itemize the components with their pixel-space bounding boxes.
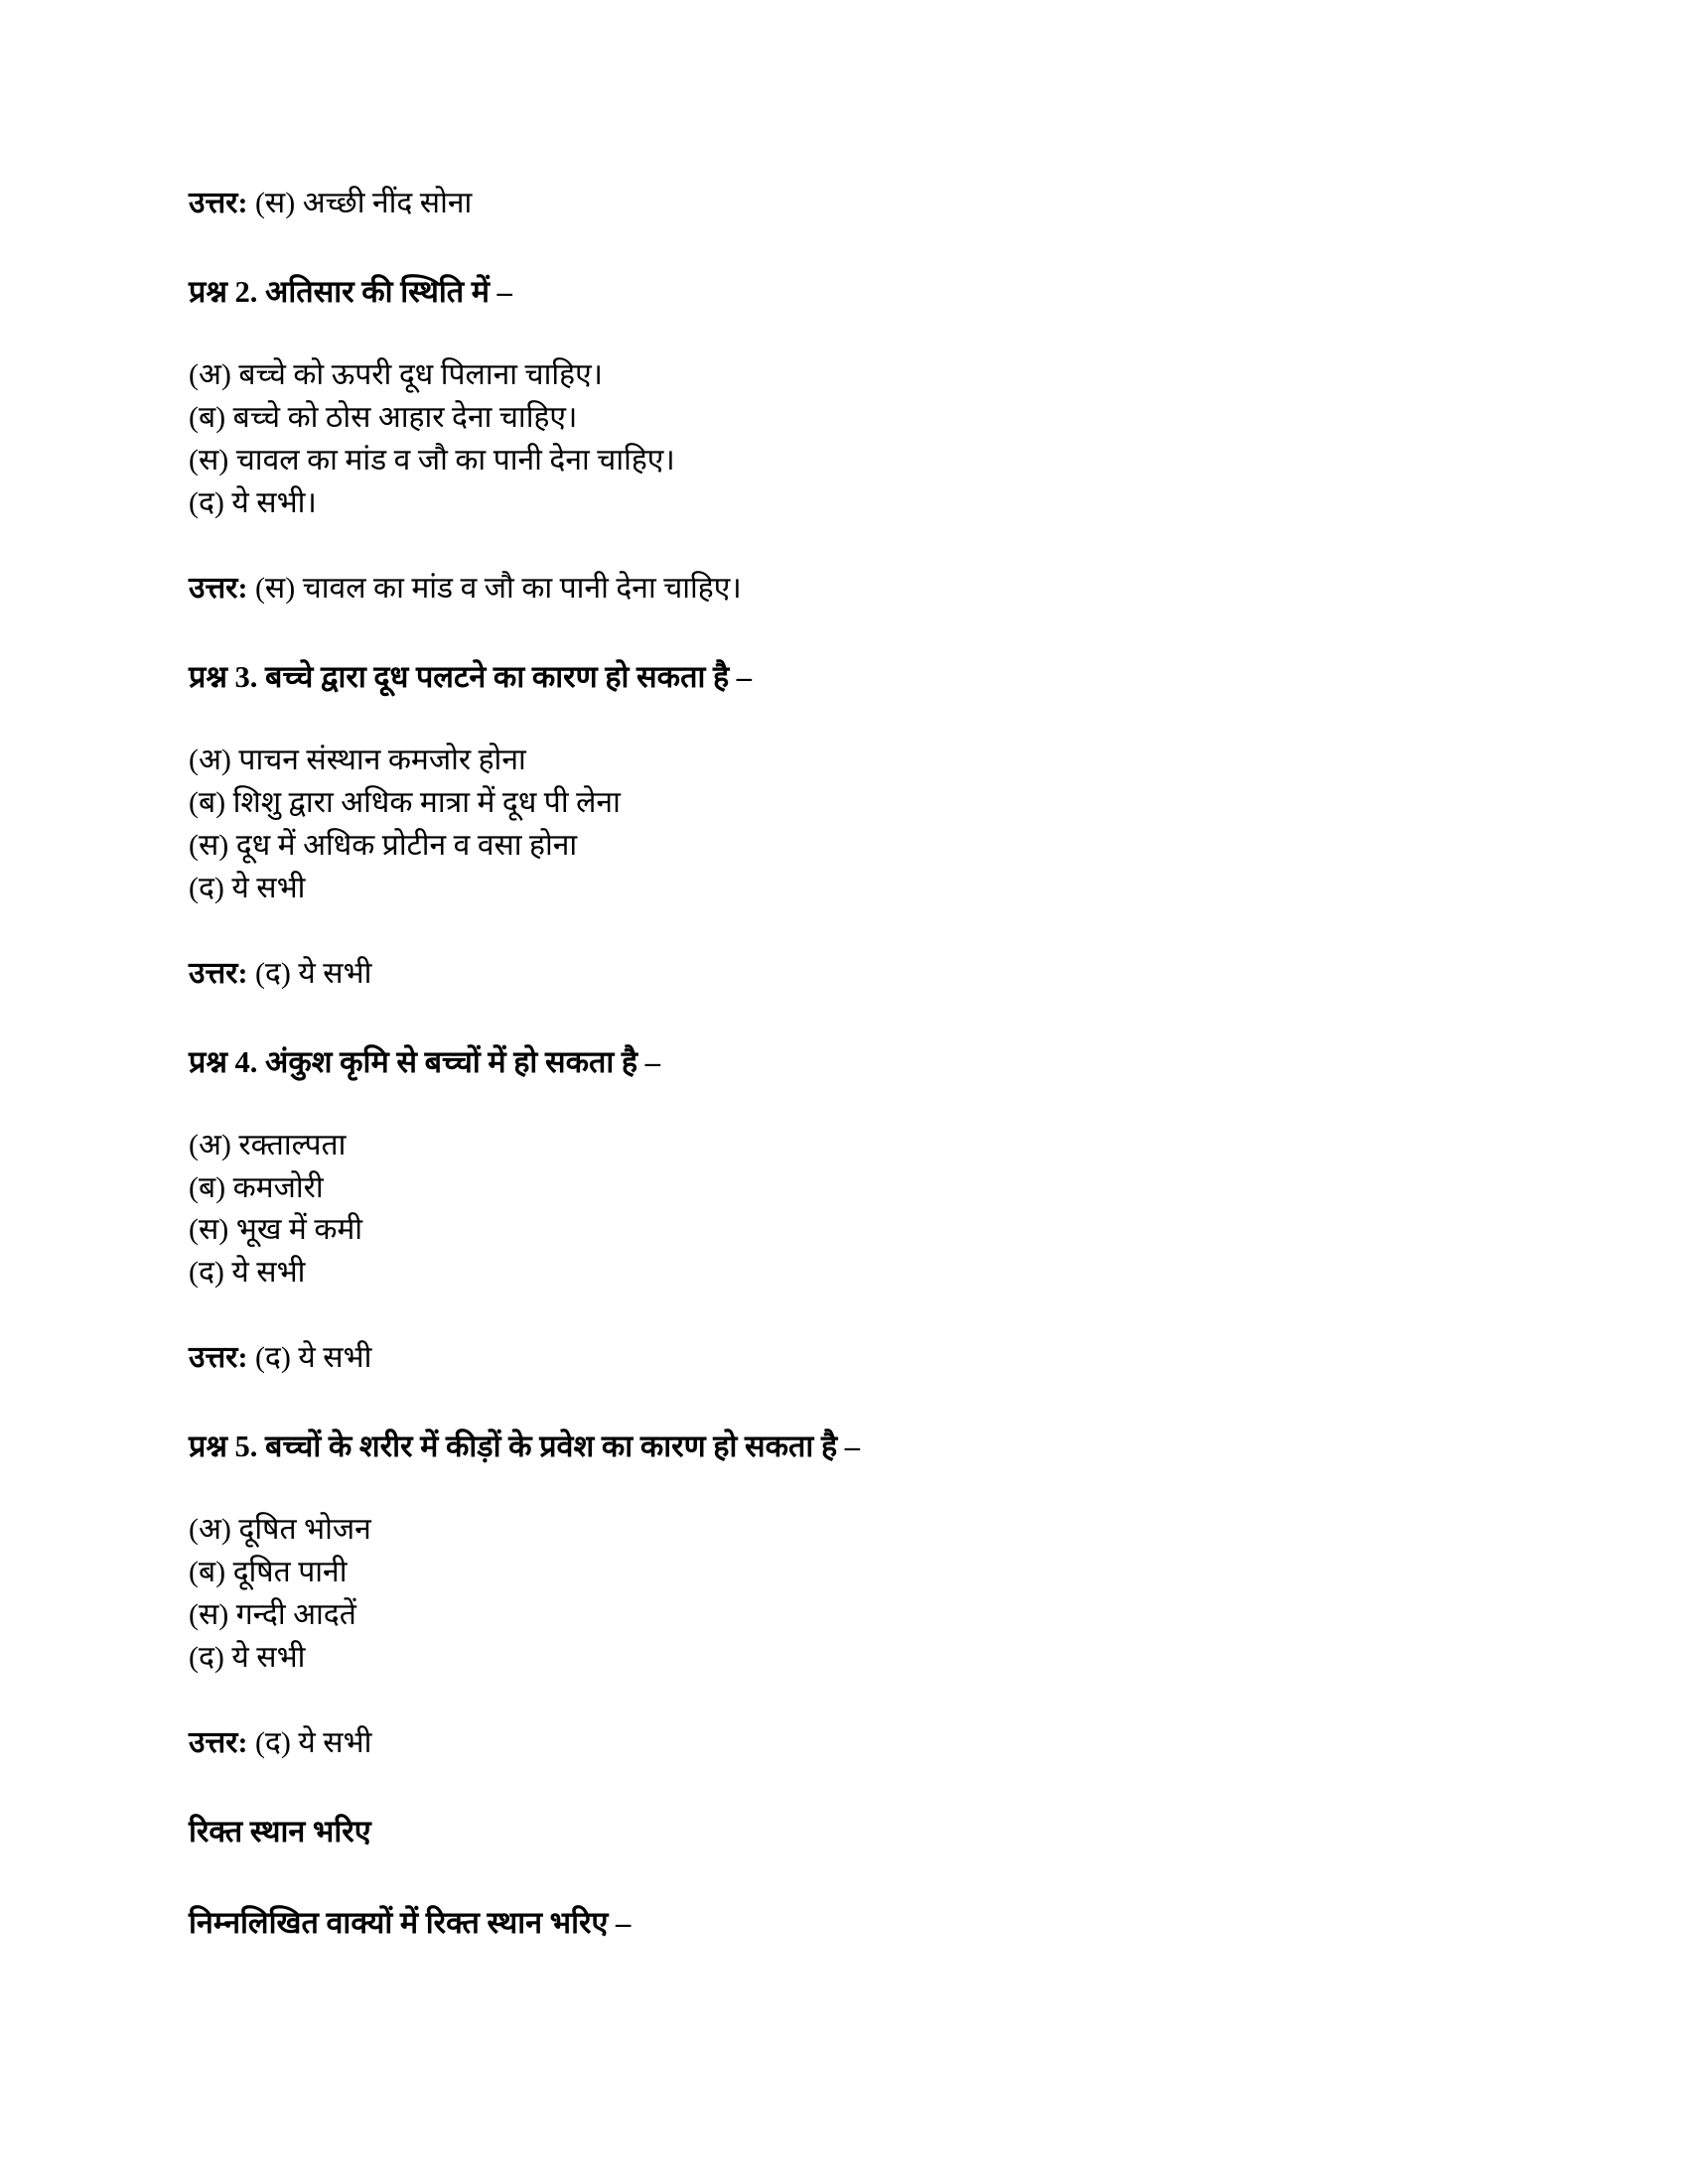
option-item: (द) ये सभी। (189, 485, 317, 519)
option-list (189, 1125, 1499, 1296)
section-subheading: निम्नलिखित वाक्यों में रिक्त स्थान भरिए – (189, 1906, 632, 1941)
answer-line (189, 569, 1499, 609)
answer-text: (द) ये सभी (247, 1726, 372, 1759)
option-item: (अ) रक्ताल्पता (189, 1128, 347, 1161)
option-list (189, 1509, 1499, 1680)
option-item: (ब) शिशु द्वारा अधिक मात्रा में दूध पी लेना (189, 785, 621, 819)
answer-label: उत्तर: (189, 571, 248, 605)
answer-label: उत्तर: (189, 187, 248, 219)
section-heading: रिक्त स्थान भरिए (189, 1815, 371, 1849)
option-item: (अ) दूषित भोजन (189, 1513, 371, 1547)
option-item: (अ) बच्चे को ऊपरी दूध पिलाना चाहिए। (189, 358, 604, 392)
option-item: (स) भूख में कमी (189, 1213, 363, 1247)
answer-label: उत्तर: (189, 956, 248, 990)
answer-text: (स) अच्छी नींद सोना (247, 187, 473, 219)
option-list (189, 354, 1499, 525)
answer-label: उत्तर: (189, 1341, 248, 1375)
option-item: (स) दूध में अधिक प्रोटीन व वसा होना (189, 828, 578, 862)
answer-text: (द) ये सभी (247, 1341, 372, 1375)
answer-label: उत्तर: (189, 1726, 248, 1759)
option-item: (अ) पाचन संस्थान कमजोर होना (189, 743, 526, 776)
option-list (189, 740, 1499, 910)
option-item: (स) चावल का मांड व जौ का पानी देना चाहिए। (189, 443, 675, 477)
question-heading: प्रश्न 3. बच्चे द्वारा दूध पलटने का कारण हो सकता है – (189, 659, 753, 694)
option-item: (द) ये सभी (189, 871, 306, 904)
answer-text: (द) ये सभी (247, 956, 372, 990)
option-item: (स) गन्दी आदतें (189, 1598, 356, 1632)
answer-text: (स) चावल का मांड व जौ का पानी देना चाहिए। (247, 571, 742, 605)
option-item: (ब) बच्चे को ठोस आहार देना चाहिए। (189, 401, 578, 435)
option-item: (द) ये सभी (189, 1641, 306, 1675)
question-heading: प्रश्न 4. अंकुश कृमि से बच्चों में हो सकता है – (189, 1044, 660, 1079)
answer-line (189, 1338, 1499, 1378)
question-heading: प्रश्न 2. अतिसार की स्थिति में – (189, 275, 512, 310)
question-heading: प्रश्न 5. बच्चों के शरीर में कीड़ों के प्रवेश का कारण हो सकता है – (189, 1430, 861, 1464)
answer-line (189, 954, 1499, 994)
option-item: (द) ये सभी (189, 1256, 306, 1290)
document-content (189, 184, 1499, 1942)
answer-line (189, 184, 1499, 223)
answer-line (189, 1723, 1499, 1763)
option-item: (ब) कमजोरी (189, 1170, 324, 1204)
option-item: (ब) दूषित पानी (189, 1556, 348, 1589)
